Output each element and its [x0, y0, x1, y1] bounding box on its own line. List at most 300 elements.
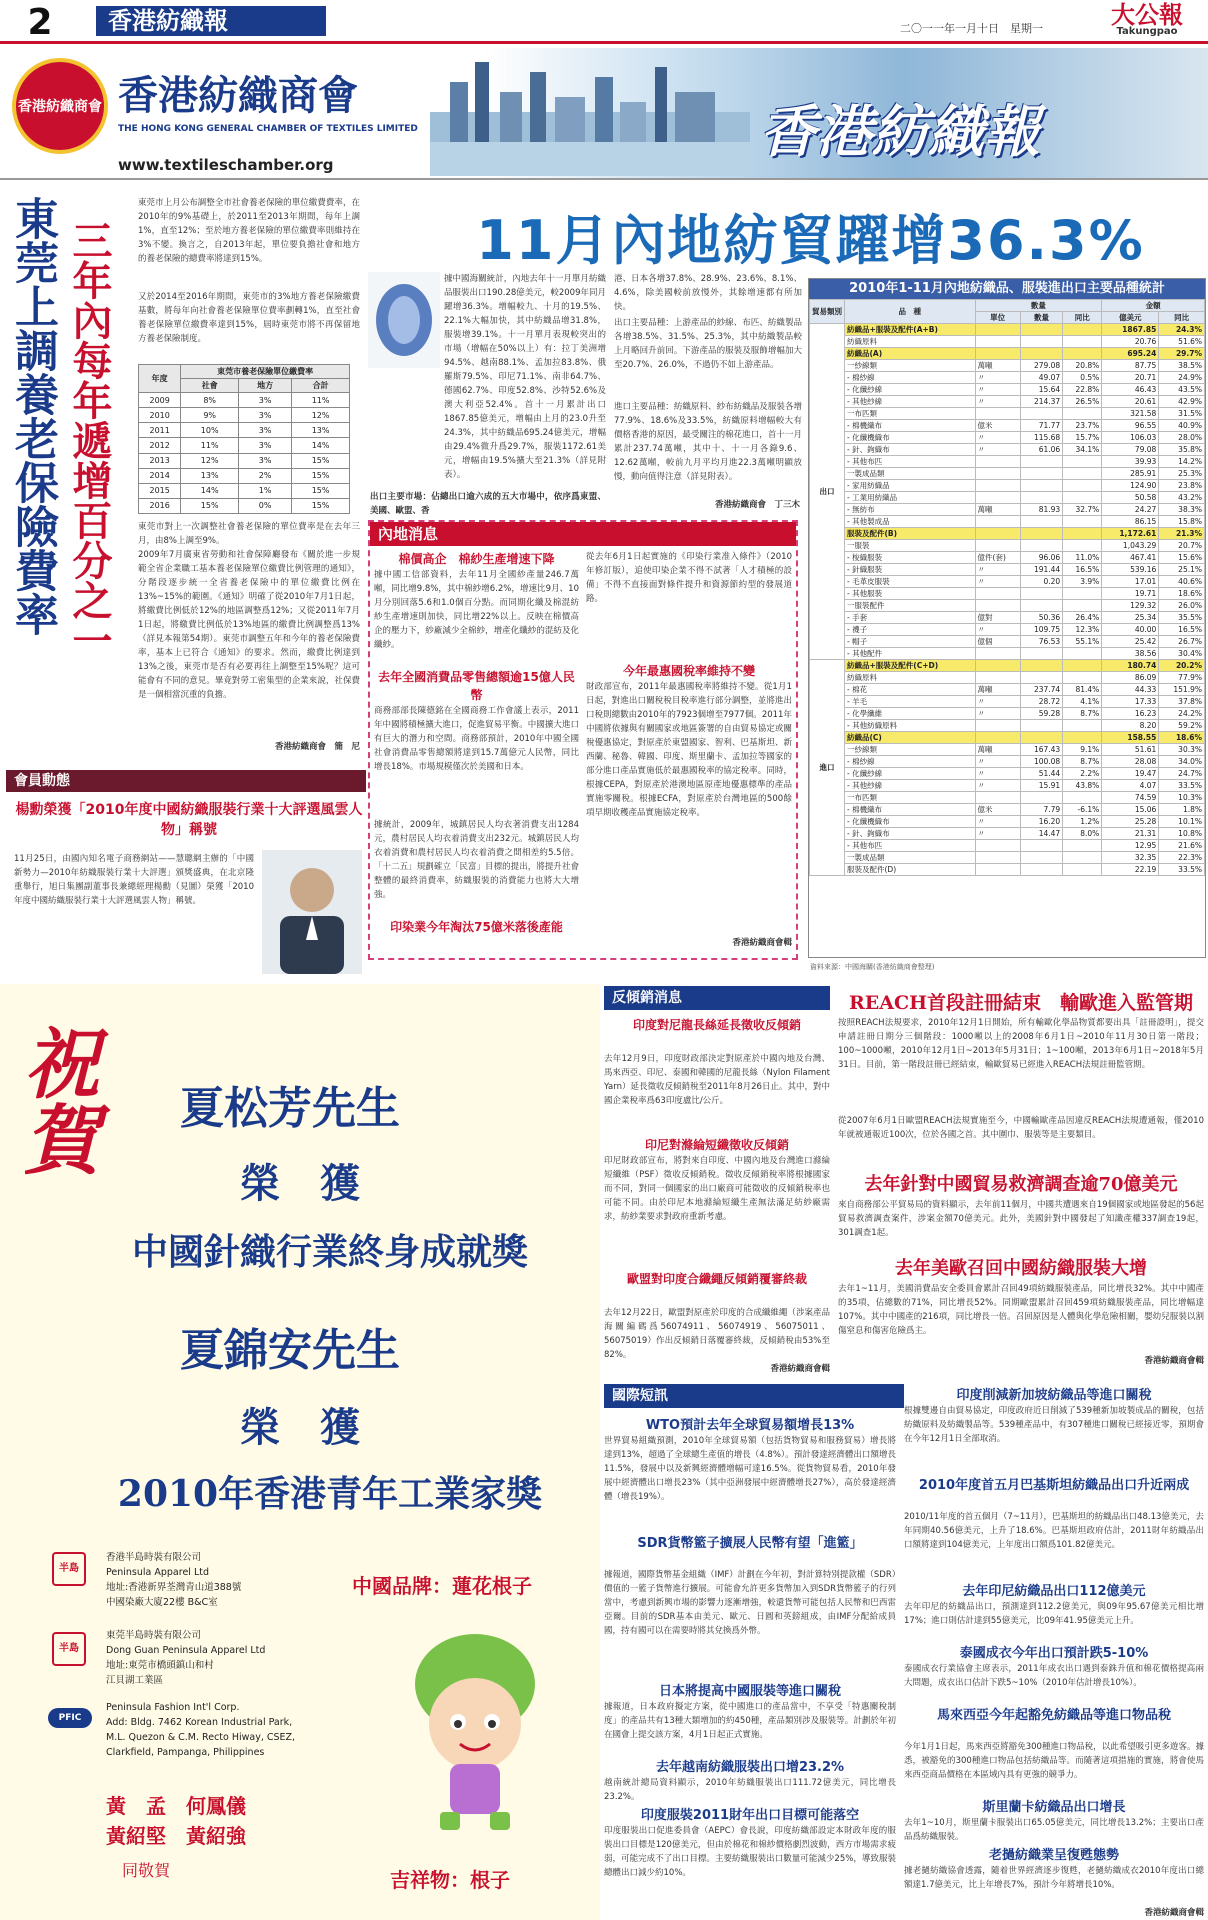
- intl-item-title: 馬來西亞今年起豁免紡織品等進口物品稅: [936, 1708, 1171, 1723]
- table-row: [810, 684, 1205, 696]
- table-cell: - 化纖紗線: [845, 384, 976, 396]
- table-cell: 〃: [975, 384, 1020, 396]
- table-cell: 25.42: [1102, 636, 1159, 648]
- table-cell: 10%: [181, 423, 239, 438]
- table-cell: 96.55: [1102, 420, 1159, 432]
- table-cell: 2012: [139, 438, 181, 453]
- table-cell: [975, 324, 1020, 336]
- table-cell: 467.41: [1102, 552, 1159, 564]
- table-cell: 〃: [975, 756, 1020, 768]
- trade-table-source: 資料來源：中國海關(香港紡織商會整理): [810, 963, 935, 971]
- table-cell: 2013: [139, 453, 181, 468]
- table-cell: 12.95: [1102, 840, 1159, 852]
- table-cell: [975, 456, 1020, 468]
- table-cell: 34.1%: [1063, 444, 1102, 456]
- table-row: [810, 408, 1205, 420]
- table-cell: 〃: [975, 396, 1020, 408]
- table-cell: 16.20: [1020, 816, 1062, 828]
- article-para4: 2009年7月廣東省勞動和社會保障廳發布《關於進一步規範全省企業職工基本養老保險單位繳費比例管理的通知》，分階段逐步統一全省養老保險中的單位繳費比例在13%~15%的範圍。《通知》明確了從2010年7月1日起，將繳費比例低於12%的地區調整爲12%；又從2011年7月1日起，將繳費比例低於13%地區的繳費比例調整爲13%（詳見本報第54期）。東莞市調整五年和今年的養老保險費率，基本上已符合《通知》的要求。然而，繳費比例達到13%之後，東莞市是否有必要再往上調整至15%呢？這可能會有不同的意見。畢竟對勞工密集型的企業來說，社保費是一個相當沉重的負擔。: [138, 550, 360, 700]
- mascot-image: [380, 1614, 570, 1834]
- table-cell: 3.9%: [1063, 576, 1102, 588]
- table-cell: 〃: [975, 432, 1020, 444]
- table-cell: - 羊毛: [845, 696, 976, 708]
- table-row: [810, 816, 1205, 828]
- names-line2: 黃紹堅 黃紹強: [106, 1824, 246, 1848]
- table-cell: 24.7%: [1159, 768, 1205, 780]
- table-cell: 10.1%: [1159, 816, 1205, 828]
- table-cell: 22.8%: [1063, 384, 1102, 396]
- table-cell: 11.0%: [1063, 552, 1102, 564]
- table-cell: 4.07: [1102, 780, 1159, 792]
- company1-info: 香港半島時裝有限公司 Peninsula Apparel Ltd 地址:香港新界荃灣青山道388號 中國染廠大廈22樓 B&C室: [106, 1552, 242, 1608]
- col-local: 地方: [239, 379, 292, 393]
- table-cell: 25.28: [1102, 816, 1159, 828]
- table-cell: 17.33: [1102, 696, 1159, 708]
- table-cell: 50.58: [1102, 492, 1159, 504]
- brand-logo: [1088, 1, 1206, 42]
- table-cell: [1063, 852, 1102, 864]
- article-para2: 又於2014至2016年期間，東莞市的3%地方養老保險繳費基數，將每年向社會養老保險單位費率劃轉1%，直至社會養老保險單位繳費率達到15%，屆時東莞市將不再保留地方養老保險制度。: [138, 292, 360, 344]
- table-cell: 〃: [975, 564, 1020, 576]
- table-cell: 35.8%: [1159, 444, 1205, 456]
- table-cell: 〃: [975, 372, 1020, 384]
- table-cell: 1.8%: [1159, 804, 1205, 816]
- table-cell: 79.08: [1102, 444, 1159, 456]
- table-cell: [975, 648, 1020, 660]
- table-cell: [1020, 840, 1062, 852]
- table-cell: [1020, 864, 1062, 876]
- table-cell: - 其他紗線: [845, 780, 976, 792]
- table-cell: 8.7%: [1063, 708, 1102, 720]
- table-row: [810, 516, 1205, 528]
- table-cell: - 棉花: [845, 684, 976, 696]
- table-cell: 15.6%: [1159, 552, 1205, 564]
- banner-title: 香港紡織報: [760, 99, 1040, 165]
- table-cell: 15%: [292, 498, 350, 513]
- table-row: [810, 456, 1205, 468]
- table-cell: 71.77: [1020, 420, 1062, 432]
- table-cell: 25.3%: [1159, 468, 1205, 480]
- ad-item-title: 歐盟對印度合纖繩反傾銷覆審終裁: [626, 1272, 807, 1286]
- person2-name: 夏錦安先生: [180, 1325, 400, 1376]
- table-cell: 〃: [975, 576, 1020, 588]
- table-cell: 14%: [292, 438, 350, 453]
- neidi-item-title: 今年最惠國稅率維持不變: [622, 664, 755, 678]
- congrats-big: 祝賀: [11, 1024, 100, 1176]
- table-cell: 96.06: [1020, 552, 1062, 564]
- table-cell: 38.5%: [1159, 360, 1205, 372]
- table-cell: 15.7%: [1063, 432, 1102, 444]
- table-cell: - 手套: [845, 612, 976, 624]
- table-cell: 77.9%: [1159, 672, 1205, 684]
- table-cell: [975, 840, 1020, 852]
- tongjinghe: 同敬賀: [122, 1861, 171, 1880]
- table-cell: -6.1%: [1063, 804, 1102, 816]
- intl-item-title: 2010年度首五月巴基斯坦紡織品出口升近兩成: [918, 1478, 1190, 1493]
- intl-col-right: [904, 1384, 1204, 1920]
- table-cell: 40.00: [1102, 624, 1159, 636]
- table-cell: 31.5%: [1159, 408, 1205, 420]
- table-cell: 11%: [292, 393, 350, 408]
- table-cell: 191.44: [1020, 564, 1062, 576]
- th-qvol: 數量: [1020, 312, 1062, 324]
- table-cell: 一服裝: [845, 540, 976, 552]
- neidi-item-title: 印染業今年淘汰75億米落後產能: [390, 920, 563, 934]
- page-number: 2: [27, 2, 53, 43]
- table-row: [810, 612, 1205, 624]
- intl-item-title: 老撾紡織業呈復甦態勢: [988, 1848, 1119, 1863]
- neidi-byline: 香港紡織商會輯: [732, 938, 792, 948]
- reach-b3: 去年1~11月，美國消費品安全委員會累計召回49項紡織服裝產品，同比增長32%。其中中國產的35項，佔總數的71%，同比增長52%。同期歐盟累計召回459項紡織服裝產品，同比增幅達107%。其中中國產的216項，同比增長一倍。召回原因是人體與化學危險相關，嬰幼兒服裝以割傷窒息和傷害危險爲主。: [838, 1284, 1204, 1336]
- neidi-item-body: 據統計，2009年，城鎮居民人均衣著消費支出1284元，農村居民人均衣着消費支出232元。城鎮居民人均衣着消費和農村居民人均衣着消費之間相差約5.5倍。「十二五」規劃確立「民富」目標的提出，將提升社會整體的最終消費率，紡織服裝的消費能力也將大大增強。: [374, 820, 579, 900]
- table-cell: 〃: [975, 828, 1020, 840]
- table-cell: 7.79: [1020, 804, 1062, 816]
- award1-text: 中國針織行業終身成就獎: [131, 1231, 528, 1273]
- table-cell: 33.5%: [1159, 780, 1205, 792]
- table-row: [139, 498, 350, 513]
- names-line1: 黃 孟 何鳳儀: [106, 1794, 246, 1818]
- table-cell: 151.9%: [1159, 684, 1205, 696]
- table-cell: 49.07: [1020, 372, 1062, 384]
- table-cell: [1020, 492, 1062, 504]
- table-cell: 695.24: [1102, 348, 1159, 360]
- table-cell: 15.06: [1102, 804, 1159, 816]
- th-type: 貿易類別: [810, 300, 845, 324]
- table-cell: 紡織原料: [845, 336, 976, 348]
- table-cell: 24.9%: [1159, 372, 1205, 384]
- table-row: [810, 840, 1205, 852]
- neidi-col-left: [374, 550, 579, 958]
- table-cell: [1063, 792, 1102, 804]
- table-cell: [1020, 468, 1062, 480]
- table-cell: - 針、鉤織布: [845, 444, 976, 456]
- table-row: [810, 852, 1205, 864]
- article-byline: 香港紡織商會 簡 尼: [274, 742, 360, 752]
- table-cell: - 棉機織布: [845, 804, 976, 816]
- table-cell: 3%: [239, 453, 292, 468]
- antidumping-header: 反傾銷消息: [604, 986, 830, 1010]
- table-cell: 2016: [139, 498, 181, 513]
- table-row: [139, 438, 350, 453]
- table-cell: [1020, 480, 1062, 492]
- table-cell: 一服裝配件: [845, 600, 976, 612]
- table-cell: [975, 792, 1020, 804]
- table-cell: 28.72: [1020, 696, 1062, 708]
- table-row: [139, 483, 350, 498]
- table-cell: - 家用紡織品: [845, 480, 976, 492]
- table-cell: 28.08: [1102, 756, 1159, 768]
- intl-item-body: 據報道，國際貨幣基金組織（IMF）計劃在今年初，對計算特別提款權（SDR）價值的一籃子貨幣進行擴展。可能會允許更多貨幣加入到SDR貨幣籃子的行列當中，考慮到新興市場的影響力逐漸增強，較還貨幣可能包括人民幣和巴西雷亞爾。目前的SDR基本由美元、歐元、日圓和英鎊組成，由IMF分配給成員國，持有國可以在需要時將其兌換爲外幣。: [604, 1570, 896, 1636]
- neidi-item-body: 據中國工信部資料，去年11月全國紗產量246.7萬噸，同比增9.8%，其中棉紗增6.2%，增速比9月、10月分別回落5.6和1.0個百分點。而同期化纖及棉混紡紗生產增速則加快，同比增22%以上。反映在棉價高企的壓力下，紗廠減少全棉紗，增產化纖紗的混紡及化纖紗。: [374, 570, 579, 650]
- table-cell: 億米: [975, 420, 1020, 432]
- reach-t3: 去年美歐召回中國紡織服裝大增: [895, 1258, 1147, 1279]
- table-cell: 23.8%: [1159, 480, 1205, 492]
- reach-section: [838, 988, 1204, 1374]
- table-cell: 18.6%: [1159, 732, 1205, 744]
- neidi-item-body: 商務部部長陳德銘在全國商務工作會議上表示，2011年中國將積極擴大進口，促進貿易平衡。中國擴大進口有巨大的潛力和空間。商務部預計，2010年中國全國社會消費品零售總額將達到15.7萬億元人民幣，同比增長18%。市場規模僅次於美國和日本。: [374, 706, 579, 772]
- person1-name: 夏松芳先生: [180, 1083, 400, 1134]
- table-cell: 1867.85: [1102, 324, 1159, 336]
- intl-item-title: SDR貨幣籃子擴展人民幣有望「進籃」: [637, 1536, 863, 1551]
- congrats-ad: [0, 984, 600, 1920]
- table-cell: 2009: [139, 393, 181, 408]
- table-cell: 158.55: [1102, 732, 1159, 744]
- table-cell: 20.71: [1102, 372, 1159, 384]
- table-row: [810, 588, 1205, 600]
- ad-item-title: 印尼對滌綸短纖徵收反傾銷: [644, 1138, 789, 1152]
- table-cell: [1020, 456, 1062, 468]
- table-cell: [1020, 660, 1062, 672]
- import-label: 進口: [810, 660, 845, 876]
- reach-b2: 來自商務部公平貿易局的資料顯示，去年前11個月，中國共遭遇來自19個國家或地區發起的56起貿易救濟調查案件，涉案金額70億美元。此外，美國針對中國發起了知識產權337調查19起，301調查1起。: [838, 1200, 1204, 1238]
- table-cell: 59.2%: [1159, 720, 1205, 732]
- table-cell: 30.3%: [1159, 744, 1205, 756]
- company2-info: 東莞半島時裝有限公司 Dong Guan Peninsula Apparel Ltd 地址:東莞市橋頭鎮山和村 江貝湖工業區: [106, 1630, 266, 1686]
- brand-cn: 大公報: [1111, 1, 1183, 29]
- table-cell: [1063, 588, 1102, 600]
- table-cell: [1063, 468, 1102, 480]
- table-cell: 109.75: [1020, 624, 1062, 636]
- main-col1b: 出口主要市場：佔總出口逾六成的五大市場中，依序爲東盟、美國、歐盟、香: [370, 492, 606, 516]
- table-row: [810, 636, 1205, 648]
- table-cell: [1063, 732, 1102, 744]
- table-cell: 14.2%: [1159, 456, 1205, 468]
- table-cell: 237.74: [1020, 684, 1062, 696]
- th-item: 品 種: [845, 300, 976, 324]
- reach-body: 按照REACH法規要求，2010年12月1日開始，所有輸歐化學品物質都要出具「註冊證明」，提交申請註冊日期分三個階段：1000噸以上的2008年6月1日~2010年11月30日第一階段；100~1000噸，2010年12月1日~2013年5月31日；1~100噸，2013年6月1日~2018年5月31日。目前，第一階段註冊已經結束，輸歐貿易已經進入REACH法規註冊監管期。: [838, 1018, 1204, 1070]
- table-cell: - 梭織服裝: [845, 552, 976, 564]
- table-cell: - 化纖機織布: [845, 816, 976, 828]
- table-cell: 86.09: [1102, 672, 1159, 684]
- intl-item-title: 斯里蘭卡紡織品出口增長: [982, 1800, 1126, 1815]
- table-cell: 20.7%: [1159, 540, 1205, 552]
- table-row: [810, 804, 1205, 816]
- table-cell: [1020, 792, 1062, 804]
- table-cell: [1020, 732, 1062, 744]
- table-row: [810, 780, 1205, 792]
- neidi-col-right: [586, 550, 792, 958]
- table-cell: 37.8%: [1159, 696, 1205, 708]
- table-cell: - 其他配件: [845, 648, 976, 660]
- brand-en: Takungpao: [1116, 26, 1178, 37]
- table-cell: 74.59: [1102, 792, 1159, 804]
- table-cell: [1063, 600, 1102, 612]
- table-cell: [975, 864, 1020, 876]
- table-cell: 20.8%: [1063, 360, 1102, 372]
- table-cell: 59.28: [1020, 708, 1062, 720]
- table-cell: - 針織服裝: [845, 564, 976, 576]
- table-cell: [1063, 864, 1102, 876]
- table-cell: 億個: [975, 636, 1020, 648]
- table-cell: 一紗線類: [845, 360, 976, 372]
- th-amt: 金額: [1102, 300, 1205, 312]
- table-cell: 紡織品+服裝及配件(C+D): [845, 660, 976, 672]
- table-cell: [975, 408, 1020, 420]
- table-row: [810, 360, 1205, 372]
- table-cell: 1.2%: [1063, 816, 1102, 828]
- table-cell: [1020, 720, 1062, 732]
- table-cell: [1020, 540, 1062, 552]
- table-row: [810, 720, 1205, 732]
- intl-item-body: 今年1月1日起，馬來西亞將豁免300種進口物品稅，以此希望吸引更多遊客。據悉，被豁免的300種進口物品包括紡織品等。而隨著這項措施的實施，將會使馬來西亞商品價格在本區域內具有更強的競爭力。: [904, 1742, 1204, 1780]
- table-cell: 24.2%: [1159, 708, 1205, 720]
- company1-logo: 半島: [52, 1552, 86, 1586]
- main-byline: 香港紡織商會 丁三木: [714, 500, 800, 510]
- table-cell: 8.20: [1102, 720, 1159, 732]
- main-col1: 據中國海關統計，內地去年十一月單月紡織品服裝出口190.28億美元，較2009年同月躍增36.3%。增幅較九、十月的19.5%、22.1%大幅加快，其中紡織品增31.8%，服裝增39.1%。十一月單月表現較突出的市場（增幅在50%以上）有：拉丁美洲增94.5%、越南88.1%、孟加拉83.8%、俄羅斯79.5%、印尼71.1%、南非64.7%、德國62.7%、印度52.8%、沙特52.6%及澳大利亞52.4%。首十一月累計出口1867.85億美元，增幅由上月的23.0升至24.3%，其中紡織品695.24億美元，增幅由29.4%微升爲29.7%，服裝1172.61美元，增幅由19.5%擴大至21.3%（詳見附表）。: [444, 274, 606, 480]
- table-cell: 23.7%: [1063, 420, 1102, 432]
- table-cell: - 無紡布: [845, 504, 976, 516]
- table-row: [810, 480, 1205, 492]
- ad-item-body: 去年12月9日，印度財政部決定對原產於中國內地及台灣、馬來西亞、印尼、泰國和韓國的尼龍長絲（Nylon Filament Yarn）延長徵收反傾銷稅至2011年8月26日止。其中，對中國企業稅率爲63印度盧比/公斤。: [604, 1054, 830, 1106]
- table-row: [810, 528, 1205, 540]
- intl-item-title: 去年印尼紡織品出口112億美元: [962, 1584, 1146, 1599]
- table-cell: 81.93: [1020, 504, 1062, 516]
- intl-item-body: 據老撾紡織協會透露，隨着世界經濟逐步復甦，老撾紡織成衣2010年度出口總額達1.7億美元，比上年增長7%，預計今年將增長10%。: [904, 1866, 1204, 1890]
- table-cell: [1063, 648, 1102, 660]
- article-title-sub: 三年內每年遞增百分之一: [66, 220, 113, 660]
- table-cell: 億米: [975, 804, 1020, 816]
- table-cell: 14.47: [1020, 828, 1062, 840]
- table-row: [810, 540, 1205, 552]
- col-year: 年度: [139, 365, 181, 393]
- table-cell: 40.6%: [1159, 576, 1205, 588]
- table-cell: 12%: [292, 408, 350, 423]
- member-news-header: 會員動態: [6, 770, 366, 792]
- table-cell: 15.64: [1020, 384, 1062, 396]
- table-cell: 26.7%: [1159, 636, 1205, 648]
- table-cell: 服裝及配件(D): [845, 864, 976, 876]
- table-cell: 29.7%: [1159, 348, 1205, 360]
- table-cell: [1020, 336, 1062, 348]
- table-cell: 15.8%: [1159, 516, 1205, 528]
- neidi-news-box: [368, 520, 798, 960]
- main-col2c: 進口主要品種：紡織原料、紗布紡織品及服裝各增77.9%、18.6%及33.5%，紡織原料增幅較大有價格香港的原因，最受關注的棉花進口，首十一月累計237.74萬噸，其中十、十一月各錄9.6、12.62萬噸，較前九月平均月進22.3萬噸明顯放慢，動向值得注意（詳見附表）。: [614, 402, 802, 482]
- table-row: [810, 864, 1205, 876]
- reach-title: REACH首段註冊結束 輸歐進入監管期: [848, 992, 1194, 1014]
- table-cell: - 化纖紗線: [845, 768, 976, 780]
- table-row: [139, 453, 350, 468]
- table-row: [810, 744, 1205, 756]
- table-cell: 43.8%: [1063, 780, 1102, 792]
- top-bar: [0, 0, 1208, 44]
- table-cell: [1020, 588, 1062, 600]
- table-cell: [975, 720, 1020, 732]
- table-cell: - 棉紗線: [845, 372, 976, 384]
- table-row: [810, 468, 1205, 480]
- table-cell: 30.4%: [1159, 648, 1205, 660]
- export-label: 出口: [810, 324, 845, 660]
- table-cell: - 其他製成品: [845, 516, 976, 528]
- table-cell: 20.2%: [1159, 660, 1205, 672]
- date-line: 二〇一一年一月十日 星期一: [900, 22, 1043, 35]
- table-cell: 22.3%: [1159, 852, 1205, 864]
- table-cell: 2015: [139, 483, 181, 498]
- paper-name: 香港紡織報: [96, 6, 326, 36]
- intl-byline: 香港紡織商會輯: [1144, 1908, 1204, 1918]
- table-cell: 3%: [239, 423, 292, 438]
- table-cell: 0%: [239, 498, 292, 513]
- table-cell: [975, 468, 1020, 480]
- intl-item-body: 印度服裝出口促進委員會（AEPC）會長說，印度紡織部設定本財政年度的服裝出口目標是120億美元，但由於棉花和棉紗價格劇烈波動，西方市場需求疲弱，可能完成不了出口目標。主要紡織服裝出口數量可能減少25%，導致服裝總體出口減少約10%。: [604, 1826, 896, 1878]
- reach-body2: 從2007年6月1日歐盟REACH法規實施至今，中國輸歐產品因違反REACH法規遭通報，僅2010年就被通報近100次，位於各國之首。其中圍巾、服裝等是主要類目。: [838, 1116, 1204, 1140]
- table-cell: [975, 672, 1020, 684]
- table-cell: 3%: [239, 408, 292, 423]
- th-usd: 億美元: [1102, 312, 1159, 324]
- table-cell: 106.03: [1102, 432, 1159, 444]
- company2-logo: 半島: [52, 1632, 86, 1666]
- table-cell: 一製成品類: [845, 852, 976, 864]
- table-cell: 32.35: [1102, 852, 1159, 864]
- table-row: [810, 348, 1205, 360]
- table-cell: [1020, 852, 1062, 864]
- intl-item-title: 日本將提高中國服裝等進口關稅: [658, 1684, 841, 1699]
- table-cell: 87.75: [1102, 360, 1159, 372]
- table-cell: 50.36: [1020, 612, 1062, 624]
- table-row: [810, 696, 1205, 708]
- th-ayoy: 同比: [1159, 312, 1205, 324]
- pension-rate-table: [138, 364, 350, 514]
- table-cell: 萬噸: [975, 504, 1020, 516]
- mascot-caption: 吉祥物：根子: [390, 1868, 510, 1892]
- table-cell: [1063, 672, 1102, 684]
- yarn-image: [368, 272, 440, 368]
- table-cell: [1063, 528, 1102, 540]
- table-cell: 2.2%: [1063, 768, 1102, 780]
- skyline-image: [430, 52, 750, 176]
- intl-item-body: 根據雙邊自由貿易協定，印度政府近日削減了539種新加坡製成品的關稅，包括紡織原料及紡織製品等。539種產品中，有307種進口關稅已經接近零，預期會在今年12月1日全部取消。: [904, 1406, 1204, 1444]
- table-cell: 38.56: [1102, 648, 1159, 660]
- main-col2b: 出口主要品種：上游產品的紗線、布匹、紡織製品各增38.5%、31.5%、25.3%，其中紡織製品較上月略回升前回。下游產品的服裝及服飾增幅加大至20.7%、26.0%，不過仍不如上游產品。: [614, 318, 802, 370]
- table-cell: 25.34: [1102, 612, 1159, 624]
- table-row: [810, 828, 1205, 840]
- table-cell: 86.15: [1102, 516, 1159, 528]
- table-cell: [1063, 336, 1102, 348]
- award2-text: 2010年香港青年工業家獎: [117, 1473, 543, 1515]
- table-cell: [975, 660, 1020, 672]
- neidi-item-title: 去年全國消費品零售總額逾15億人民幣: [378, 670, 575, 702]
- table-cell: - 帽子: [845, 636, 976, 648]
- website-link[interactable]: www.textileschamber.org: [118, 156, 334, 174]
- table-cell: [1063, 516, 1102, 528]
- intl-item-body: 去年1~10月，斯里蘭卡服裝出口65.05億美元，同比增長13.2%；主要出口產品爲紡織服裝。: [904, 1818, 1204, 1842]
- table-row: [810, 576, 1205, 588]
- table-row: [810, 504, 1205, 516]
- table-cell: 279.08: [1020, 360, 1062, 372]
- intl-item-body: 世界貿易組織預測，2010年全球貿易額（包括貨物貿易和服務貿易）增長將達到13%，超過了全球總生產值的增長（4.8%）。預計發達經濟體出口額增長11.5%，發展中以及新興經濟體增幅可達16.5%。從貨物貿易看，2010年發展中經濟體出口增長23%（其中亞洲發展中經濟體增長27%），高於發達經濟體（增長19%）。: [604, 1436, 896, 1502]
- table-cell: 0.20: [1020, 576, 1062, 588]
- table-cell: 26.4%: [1063, 612, 1102, 624]
- pfic-logo: PFIC: [48, 1708, 92, 1728]
- table-cell: - 針、鉤織布: [845, 828, 976, 840]
- table-row: [810, 672, 1205, 684]
- table-cell: 44.33: [1102, 684, 1159, 696]
- table-cell: 12.3%: [1063, 624, 1102, 636]
- table-cell: [975, 600, 1020, 612]
- table-cell: [975, 336, 1020, 348]
- table-cell: 34.0%: [1159, 756, 1205, 768]
- table-cell: 33.5%: [1159, 864, 1205, 876]
- table-cell: 15%: [292, 468, 350, 483]
- table-cell: - 其他紗線: [845, 396, 976, 408]
- table-cell: [975, 516, 1020, 528]
- table-cell: 21.31: [1102, 828, 1159, 840]
- table-cell: 20.61: [1102, 396, 1159, 408]
- main-headline: 11月內地紡貿躍增36.3%: [476, 209, 1145, 272]
- table-cell: 24.3%: [1159, 324, 1205, 336]
- table-cell: 〃: [975, 708, 1020, 720]
- intl-item-body: 越南統計總局資料顯示，2010年紡織服裝出口111.72億美元，同比增長23.2%。: [604, 1778, 896, 1802]
